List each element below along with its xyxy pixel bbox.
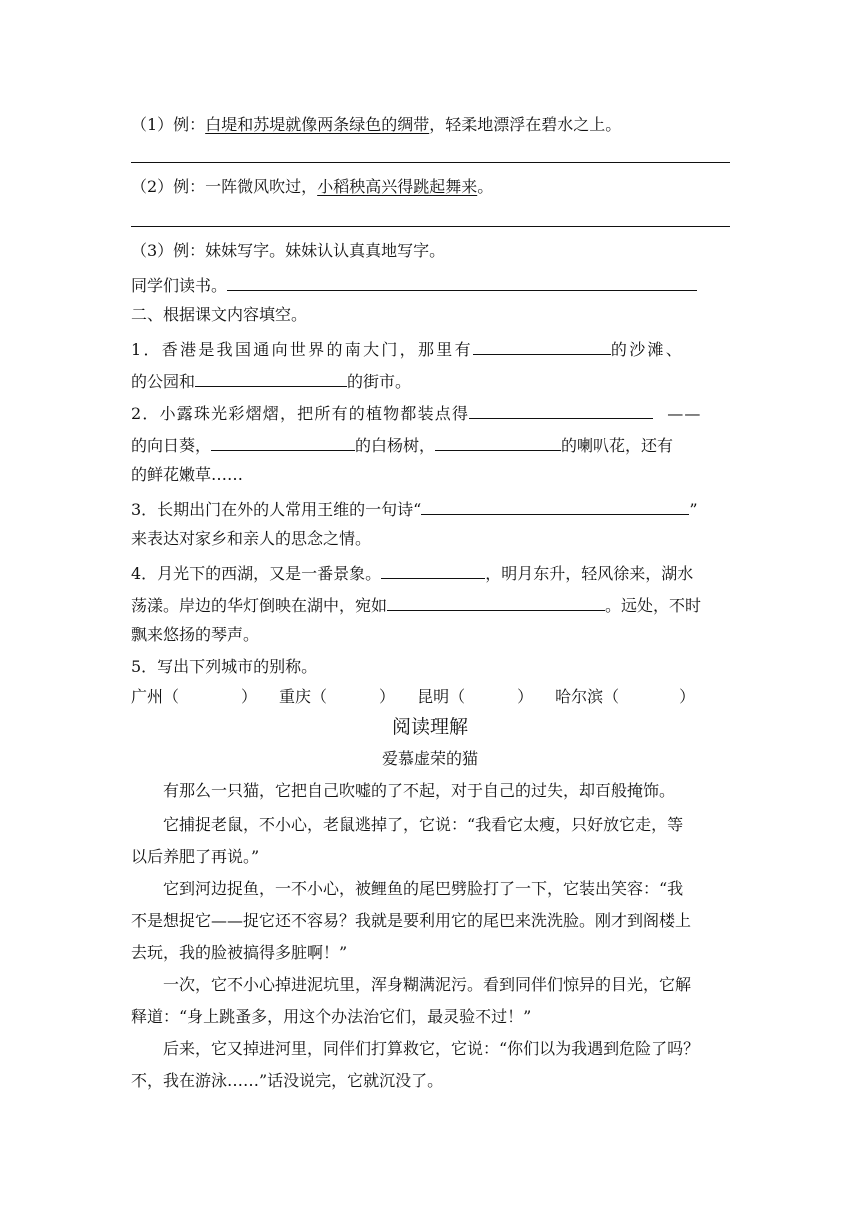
story-paragraph-5-line-2: 不，我在游泳……”话没说完，它就沉没了。 [131,1071,444,1090]
city-guangzhou-label: 广州（ [131,687,180,706]
question-1-text-b: 的沙滩、 [610,340,685,359]
question-5-prompt: 5．写出下列城市的别称。 [131,657,318,676]
answer-blank-3[interactable] [227,272,697,291]
question-1-line-1 [131,336,731,361]
city-kunming-close: ） [517,687,534,706]
question-4-text-a: 4．月光下的西湖，又是一番景象。 [131,564,382,583]
question-1-blank-2[interactable] [195,368,347,387]
answer-line-2[interactable] [131,226,730,227]
city-harbin-label: 哈尔滨（ [555,687,620,706]
story-paragraph-2-line-1: 它捕捉老鼠，不小心，老鼠逃掉了，它说：“我看它太瘦，只好放它走，等 [163,815,684,834]
question-4-text-c: 荡漾。岸边的华灯倒映在湖中，宛如 [131,596,388,615]
question-2-line-2 [131,432,731,457]
example-1-rest: ，轻柔地漂浮在碧水之上。 [429,115,622,134]
question-3-text-a: 3．长期出门在外的人常用王维的一句诗“ [131,500,422,519]
question-2-line-1 [131,400,731,425]
city-chongqing-close: ） [379,687,396,706]
story-paragraph-3-line-3: 去玩，我的脸被搞得多脏啊！” [131,943,348,962]
city-chongqing-label: 重庆（ [279,687,328,706]
question-3-line-2: 来表达对家乡和亲人的思念之情。 [131,529,372,548]
question-2-text-d: 的白杨树， [355,436,436,455]
example-1 [131,114,731,136]
story-paragraph-4-line-2: 释道：“身上跳蚤多，用这个办法治它们，最灵验不过！” [131,1007,532,1026]
question-4-line-3: 飘来悠扬的琴声。 [131,625,260,644]
story-paragraph-3-line-2: 不是想捉它——捉它还不容易？我就是要利用它的尾巴来洗洗脸。刚才到阁楼上 [131,911,692,930]
example-3-task-text: 同学们读书。 [131,276,228,295]
question-4-blank-1[interactable] [381,560,485,579]
question-4-text-d: 。远处，不时 [605,596,702,615]
question-2-blank-2[interactable] [211,432,355,451]
question-2-text-c: 的向日葵， [131,436,212,455]
city-kunming-label: 昆明（ [417,687,466,706]
question-2-text-e: 的喇叭花，还有 [561,436,674,455]
story-paragraph-4-line-1: 一次，它不小心掉进泥坑里，浑身糊满泥污。看到同伴们惊异的目光，它解 [163,975,692,994]
question-4-blank-2[interactable] [387,592,605,611]
section-2-heading: 二、根据课文内容填空。 [131,305,308,324]
example-1-prefix: （1）例： [131,115,206,134]
story-paragraph-5-line-1: 后来，它又掉进河里，同伴们打算救它，它说：“你们以为我遇到危险了吗？ [163,1039,700,1058]
question-4-text-b: ，明月东升，轻风徐来，湖水 [485,564,694,583]
city-nicknames-row [131,686,731,708]
story-title: 爱慕虚荣的猫 [381,749,478,768]
question-3-line-1 [131,496,731,521]
answer-line-1[interactable] [131,162,730,163]
story-paragraph-1: 有那么一只猫，它把自己吹嘘的了不起，对于自己的过失，却百般掩饰。 [163,781,676,800]
question-1-line-2 [131,368,731,393]
reading-heading: 阅读理解 [391,716,468,738]
question-3-blank[interactable] [421,496,689,515]
question-4-line-2 [131,592,731,617]
story-paragraph-2-line-2: 以后养肥了再说。” [131,847,260,866]
example-2-underlined-phrase: 小稻秧高兴得跳起舞来 [317,177,478,196]
city-harbin-close: ） [679,687,696,706]
question-1-text-c: 的公园和 [131,372,196,391]
question-2-text-b: —— [667,404,702,423]
example-2 [131,176,731,198]
example-3: （3）例：妹妹写字。妹妹认认真真地写字。 [131,241,446,260]
question-1-text-d: 的街市。 [347,372,412,391]
question-2-blank-3[interactable] [435,432,561,451]
example-2-rest: 。 [477,177,494,196]
question-4-line-1 [131,560,731,585]
city-guangzhou-close: ） [241,687,258,706]
question-2-text-a: 2．小露珠光彩熠熠，把所有的植物都装点得 [131,404,470,423]
question-3-text-b: ” [689,500,698,519]
story-paragraph-3-line-1: 它到河边捉鱼，一不小心，被鲤鱼的尾巴劈脸打了一下，它装出笑容：“我 [163,879,684,898]
example-2-prefix: （2）例：一阵微风吹过， [131,177,318,196]
question-2-blank-1[interactable] [469,400,653,419]
question-1-text-a: 1．香港是我国通向世界的南大门，那里有 [131,340,473,359]
question-1-blank-1[interactable] [473,336,611,355]
example-3-task [131,272,731,297]
example-1-underlined-phrase: 白堤和苏堤就像两条绿色的绸带 [205,115,430,134]
question-2-line-3: 的鲜花嫩草…… [131,465,244,484]
